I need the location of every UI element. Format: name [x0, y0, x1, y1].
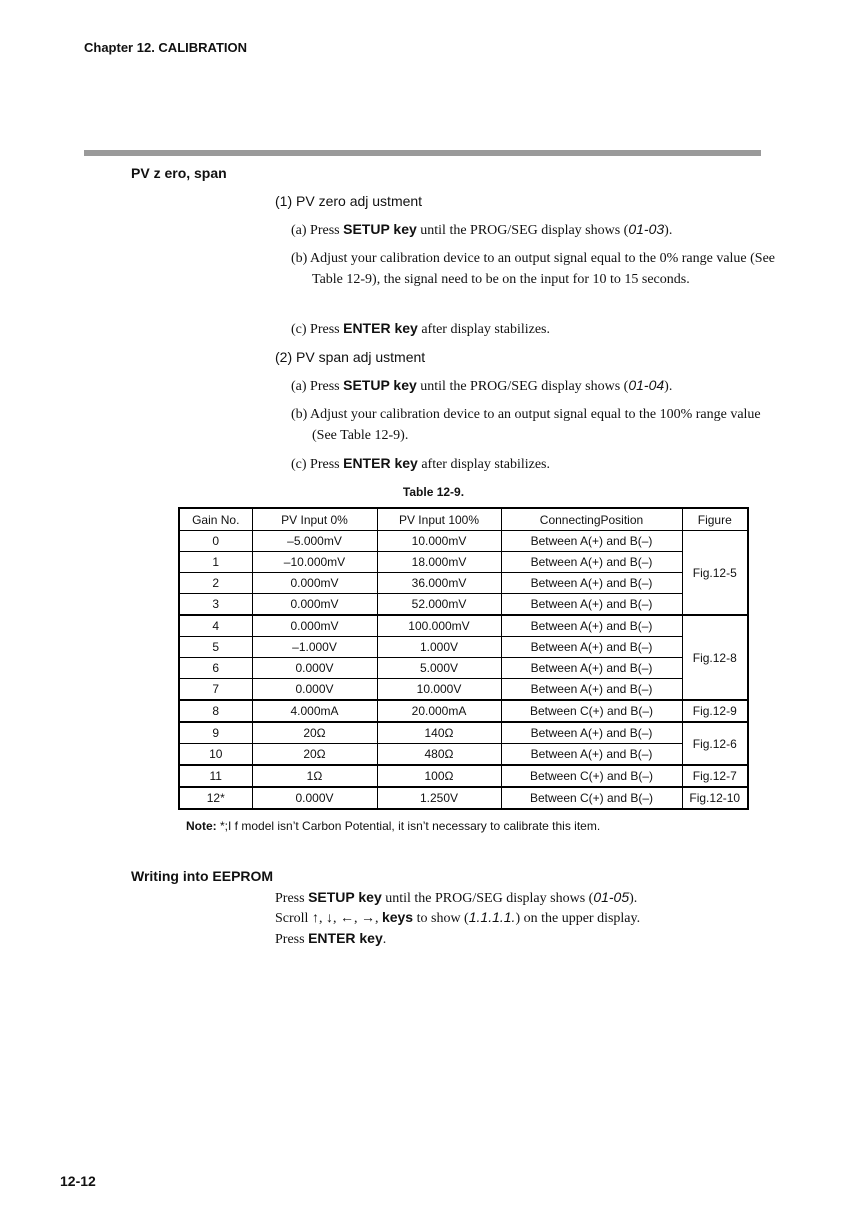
table-cell: 36.000mV [377, 573, 501, 594]
step1-title: (1) PV zero adj ustment [275, 193, 423, 209]
table-row [179, 658, 748, 679]
figure-cell: Fig.12-8 [682, 615, 748, 700]
eeprom-section-title: Writing into EEPROM [131, 868, 274, 884]
table-cell: 7 [179, 679, 252, 701]
figure-cell: Fig.12-7 [682, 765, 748, 787]
table-note [186, 819, 600, 833]
table-cell: 3 [179, 594, 252, 616]
table-cell: 1.000V [377, 637, 501, 658]
table-row [179, 615, 748, 637]
table-row [179, 787, 748, 809]
table-cell: Between A(+) and B(–) [501, 531, 682, 552]
table-header-cell: PV Input 0% [252, 508, 377, 531]
section-title: PV z ero, span [131, 165, 227, 181]
table-cell: 100Ω [377, 765, 501, 787]
table-cell: 10.000V [377, 679, 501, 701]
table-row [179, 573, 748, 594]
table-cell: Between A(+) and B(–) [501, 552, 682, 573]
eeprom-line-2: Scroll ↑, ↓, ←, →, keys to show (1.1.1.1.) on the upper display. [275, 909, 641, 926]
note-label: Note: [186, 819, 217, 833]
table-cell: Between A(+) and B(–) [501, 658, 682, 679]
eeprom-line-3: Press ENTER key. [275, 930, 387, 947]
chapter-header: Chapter 12. CALIBRATION [84, 40, 247, 55]
table-cell: 5 [179, 637, 252, 658]
table-row [179, 744, 748, 766]
step2-item-b: (b) Adjust your calibration device to an output signal equal to the 100% range value (See Table 12-9). [291, 407, 761, 443]
table-cell: 10 [179, 744, 252, 766]
table-row [179, 765, 748, 787]
table-cell: 10.000mV [377, 531, 501, 552]
table-cell: –1.000V [252, 637, 377, 658]
table-cell: Between C(+) and B(–) [501, 765, 682, 787]
table-row [179, 679, 748, 701]
table-cell: Between A(+) and B(–) [501, 744, 682, 766]
table-cell: Between A(+) and B(–) [501, 679, 682, 701]
section-divider [84, 150, 761, 156]
table-cell: –10.000mV [252, 552, 377, 573]
table-cell: 8 [179, 700, 252, 722]
step2-item-c: (c) Press ENTER key after display stabilizes. [291, 455, 550, 472]
table-cell: 0.000mV [252, 615, 377, 637]
table-cell: 0.000V [252, 658, 377, 679]
note-text: *;I f model isn’t Carbon Potential, it isn’t necessary to calibrate this item. [216, 819, 601, 833]
table-cell: 140Ω [377, 722, 501, 744]
table-cell: Between A(+) and B(–) [501, 594, 682, 616]
table-cell: 18.000mV [377, 552, 501, 573]
table-row [179, 594, 748, 616]
step1-item-b: (b) Adjust your calibration device to an output signal equal to the 0% range value (See Table 12-9), the signal need to be on the input for 10 to 15 seconds. [291, 251, 776, 287]
table-cell: 1Ω [252, 765, 377, 787]
table-cell: Between A(+) and B(–) [501, 722, 682, 744]
figure-cell: Fig.12-5 [682, 531, 748, 616]
table-cell: 1.250V [377, 787, 501, 809]
table-cell: 52.000mV [377, 594, 501, 616]
table-row [179, 552, 748, 573]
table-cell: 0.000V [252, 787, 377, 809]
page-number: 12-12 [60, 1173, 96, 1189]
table-row [179, 531, 748, 552]
table-cell: 9 [179, 722, 252, 744]
table-cell: Between C(+) and B(–) [501, 700, 682, 722]
table-cell: –5.000mV [252, 531, 377, 552]
table-cell: 20Ω [252, 744, 377, 766]
table-cell: 20Ω [252, 722, 377, 744]
table-cell: 5.000V [377, 658, 501, 679]
figure-cell: Fig.12-10 [682, 787, 748, 809]
table-cell: 480Ω [377, 744, 501, 766]
table-row [179, 637, 748, 658]
table-header-row [179, 508, 748, 531]
table-cell: 12* [179, 787, 252, 809]
table-cell: Between A(+) and B(–) [501, 573, 682, 594]
table-cell: 4 [179, 615, 252, 637]
table-header-cell: Figure [682, 508, 748, 531]
table-cell: 20.000mA [377, 700, 501, 722]
step1-item-c: (c) Press ENTER key after display stabilizes. [291, 320, 550, 337]
calibration-table [178, 507, 749, 810]
table-cell: 0.000mV [252, 594, 377, 616]
table-cell: 4.000mA [252, 700, 377, 722]
table-header-cell: PV Input 100% [377, 508, 501, 531]
table-row [179, 700, 748, 722]
step2-title: (2) PV span adj ustment [275, 349, 426, 365]
table-cell: 0.000V [252, 679, 377, 701]
table-cell: 11 [179, 765, 252, 787]
table-cell: 100.000mV [377, 615, 501, 637]
step1-item-a: (a) Press SETUP key until the PROG/SEG display shows (01-03). [291, 221, 673, 238]
table-cell: 1 [179, 552, 252, 573]
figure-cell: Fig.12-9 [682, 700, 748, 722]
table-cell: Between C(+) and B(–) [501, 787, 682, 809]
table-cell: 6 [179, 658, 252, 679]
table-caption: Table 12-9. [402, 485, 465, 499]
table-cell: Between A(+) and B(–) [501, 637, 682, 658]
table-cell: 0 [179, 531, 252, 552]
table-header-cell: ConnectingPosition [501, 508, 682, 531]
step2-item-a: (a) Press SETUP key until the PROG/SEG display shows (01-04). [291, 377, 673, 394]
table-cell: 2 [179, 573, 252, 594]
eeprom-line-1: Press SETUP key until the PROG/SEG display shows (01-05). [275, 889, 638, 906]
table-cell: Between A(+) and B(–) [501, 615, 682, 637]
table-header-cell: Gain No. [179, 508, 252, 531]
table-cell: 0.000mV [252, 573, 377, 594]
figure-cell: Fig.12-6 [682, 722, 748, 765]
table-row [179, 722, 748, 744]
